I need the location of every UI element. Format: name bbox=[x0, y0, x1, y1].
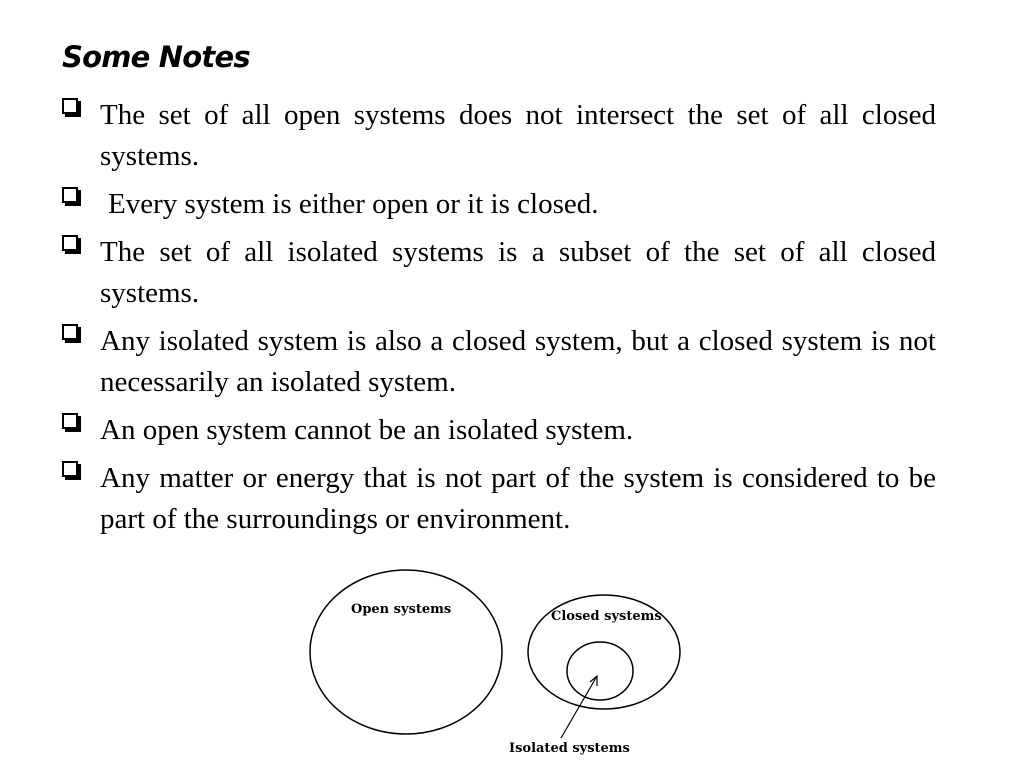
checkbox-square-icon bbox=[62, 235, 78, 251]
list-item bbox=[62, 232, 936, 314]
bullet-text: The set of all isolated systems is a subset of the set of all closed systems. bbox=[100, 236, 936, 309]
checkbox-square-icon bbox=[62, 324, 78, 340]
isolated-systems-circle bbox=[567, 642, 633, 700]
bullet-list bbox=[62, 95, 936, 547]
checkbox-square-icon bbox=[62, 461, 78, 477]
checkbox-square-icon bbox=[62, 98, 78, 114]
list-item bbox=[62, 184, 936, 225]
bullet-text: Every system is either open or it is closed. bbox=[108, 188, 599, 220]
bullet-text: An open system cannot be an isolated system. bbox=[100, 414, 634, 446]
list-item bbox=[62, 321, 936, 403]
open-systems-label: Open systems bbox=[351, 602, 452, 617]
isolated-systems-label: Isolated systems bbox=[509, 741, 630, 756]
closed-systems-label: Closed systems bbox=[551, 609, 662, 624]
page-title: Some Notes bbox=[62, 40, 250, 74]
systems-venn-diagram bbox=[300, 568, 700, 768]
list-item bbox=[62, 95, 936, 177]
bullet-text: Any isolated system is also a closed system, but a closed system is not necessarily an isolated system. bbox=[100, 325, 936, 398]
isolated-pointer-arrow bbox=[561, 676, 597, 738]
checkbox-square-icon bbox=[62, 413, 78, 429]
list-item bbox=[62, 458, 936, 540]
bullet-text: The set of all open systems does not intersect the set of all closed systems. bbox=[100, 99, 936, 172]
open-systems-circle bbox=[310, 570, 502, 734]
list-item bbox=[62, 410, 936, 451]
bullet-text: Any matter or energy that is not part of the system is considered to be part of the surroundings or environment. bbox=[100, 462, 936, 535]
checkbox-square-icon bbox=[62, 187, 78, 203]
